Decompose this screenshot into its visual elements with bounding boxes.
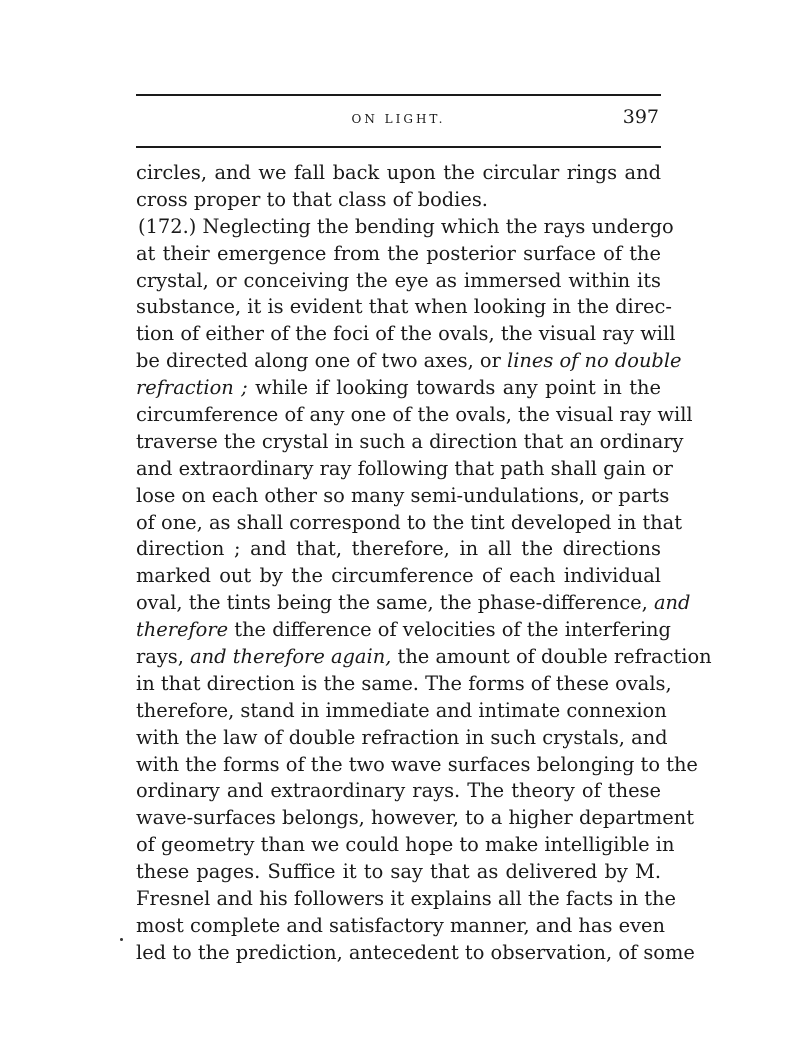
text-run: with the forms of the two wave surfaces belonging to the	[136, 752, 698, 776]
text-line	[136, 886, 677, 913]
text-run: and extraordinary ray following that path shall gain or	[136, 456, 673, 480]
stray-ink-mark	[120, 938, 123, 941]
text-line	[136, 617, 671, 644]
text-line	[136, 402, 693, 429]
text-line	[136, 778, 661, 805]
text-line	[136, 671, 672, 698]
text-line	[136, 644, 712, 671]
text-line	[136, 752, 698, 779]
text-run: in that direction is the same. The forms of these ovals,	[136, 671, 672, 695]
text-run: circumference of any one of the ovals, the visual ray will	[136, 403, 693, 427]
text-line	[136, 241, 661, 268]
page-number: 397	[622, 106, 659, 128]
text-line	[136, 805, 695, 832]
text-line	[136, 859, 661, 886]
text-line	[136, 429, 684, 456]
text-line	[136, 456, 673, 483]
body-text	[136, 160, 712, 967]
text-line	[136, 832, 675, 859]
italic-text: refraction ;	[136, 376, 248, 400]
text-line	[136, 348, 682, 375]
text-run: Fresnel and his followers it explains all the facts in the	[136, 887, 677, 911]
text-run: the amount of double refraction	[391, 645, 712, 669]
running-title: ON LIGHT.	[351, 112, 446, 126]
text-line	[136, 268, 661, 295]
text-run: of one, as shall correspond to the tint developed in that	[136, 510, 683, 534]
text-run: lose on each other so many semi-undulations, or parts	[136, 483, 670, 507]
text-line	[136, 294, 672, 321]
text-run: at their emergence from the posterior surface of the	[136, 241, 661, 265]
text-line	[136, 698, 667, 725]
italic-text: lines of no double	[507, 349, 682, 373]
text-line	[136, 160, 661, 187]
text-run: traverse the crystal in such a direction that an ordinary	[136, 429, 684, 453]
italic-text: and therefore again,	[190, 645, 392, 669]
text-run: oval, the tints being the same, the phase-difference,	[136, 591, 654, 615]
text-run: be directed along one of two axes, or	[136, 349, 508, 373]
text-line	[136, 590, 691, 617]
text-run: tion of either of the foci of the ovals, the visual ray will	[136, 322, 676, 346]
text-run: with the law of double refraction in such crystals, and	[136, 725, 668, 749]
text-run: direction ; and that, therefore, in all the directions	[136, 537, 661, 561]
text-line	[136, 375, 661, 402]
header-rule-bottom	[136, 146, 661, 148]
italic-text: and	[653, 591, 691, 615]
header-rule-top	[136, 94, 661, 96]
text-run: cross proper to that class of bodies.	[136, 187, 488, 211]
text-run: marked out by the circumference of each individual	[136, 564, 661, 588]
text-line	[136, 563, 661, 590]
text-run: the difference of velocities of the interfering	[228, 618, 671, 642]
text-run: ordinary and extraordinary rays. The theory of these	[136, 779, 661, 803]
italic-text: therefore	[136, 618, 229, 642]
text-line	[136, 913, 665, 940]
text-run: rays,	[136, 645, 191, 669]
running-head	[136, 108, 661, 134]
text-run: crystal, or conceiving the eye as immersed within its	[136, 268, 661, 292]
text-line	[136, 510, 683, 537]
text-line	[136, 214, 674, 241]
text-run: led to the prediction, antecedent to observation, of some	[136, 940, 695, 964]
text-run: of geometry than we could hope to make intelligible in	[136, 833, 675, 857]
text-run: therefore, stand in immediate and intimate connexion	[136, 698, 667, 722]
text-line	[136, 321, 676, 348]
text-run: most complete and satisfactory manner, and has even	[136, 913, 665, 937]
text-line	[136, 940, 695, 967]
text-run: these pages. Suffice it to say that as delivered by M.	[136, 860, 661, 884]
text-run: substance, it is evident that when looking in the direc-	[136, 295, 672, 319]
text-line	[136, 536, 661, 563]
text-line	[136, 725, 668, 752]
text-line	[136, 187, 661, 214]
text-run: (172.) Neglecting the bending which the rays undergo	[138, 214, 674, 238]
text-line	[136, 483, 670, 510]
text-run: while if looking towards any point in the	[247, 376, 661, 400]
text-run: wave-surfaces belongs, however, to a higher department	[136, 806, 695, 830]
text-run: circles, and we fall back upon the circular rings and	[136, 161, 661, 184]
